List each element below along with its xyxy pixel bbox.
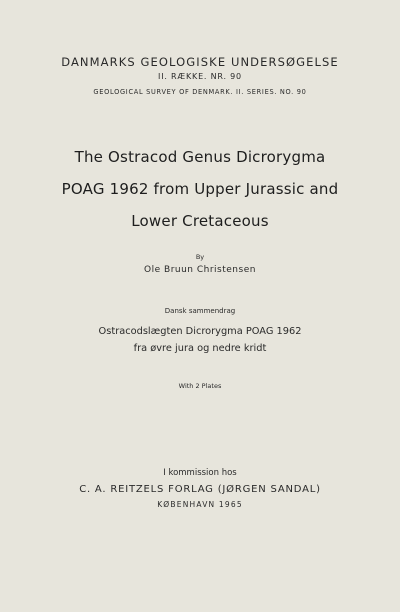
author-name: Ole Bruun Christensen [144, 265, 256, 275]
title-line-2: POAG 1962 from Upper Jurassic and [61, 180, 339, 198]
summary-label: Dansk sammendrag [164, 307, 236, 315]
series-number: II. RÆKKE. NR. 90 [158, 72, 242, 81]
series-english: GEOLOGICAL SURVEY OF DENMARK. II. SERIES. NO. 90 [93, 88, 307, 96]
title-line-1: The Ostracod Genus Dicrorygma [74, 148, 326, 166]
plates-note: With 2 Plates [178, 382, 222, 390]
publisher-name: C. A. REITZELS FORLAG (JØRGEN SANDAL) [79, 484, 321, 495]
series-title: DANMARKS GEOLOGISKE UNDERSØGELSE [61, 55, 339, 69]
author-by: By [195, 253, 205, 261]
summary-line-1: Ostracodslægten Dicrorygma POAG 1962 [98, 326, 302, 337]
title-line-3: Lower Cretaceous [131, 212, 269, 230]
commission-text: I kommission hos [163, 468, 237, 478]
summary-line-2: fra øvre jura og nedre kridt [133, 343, 267, 354]
publisher-city-year: KØBENHAVN 1965 [157, 500, 243, 509]
